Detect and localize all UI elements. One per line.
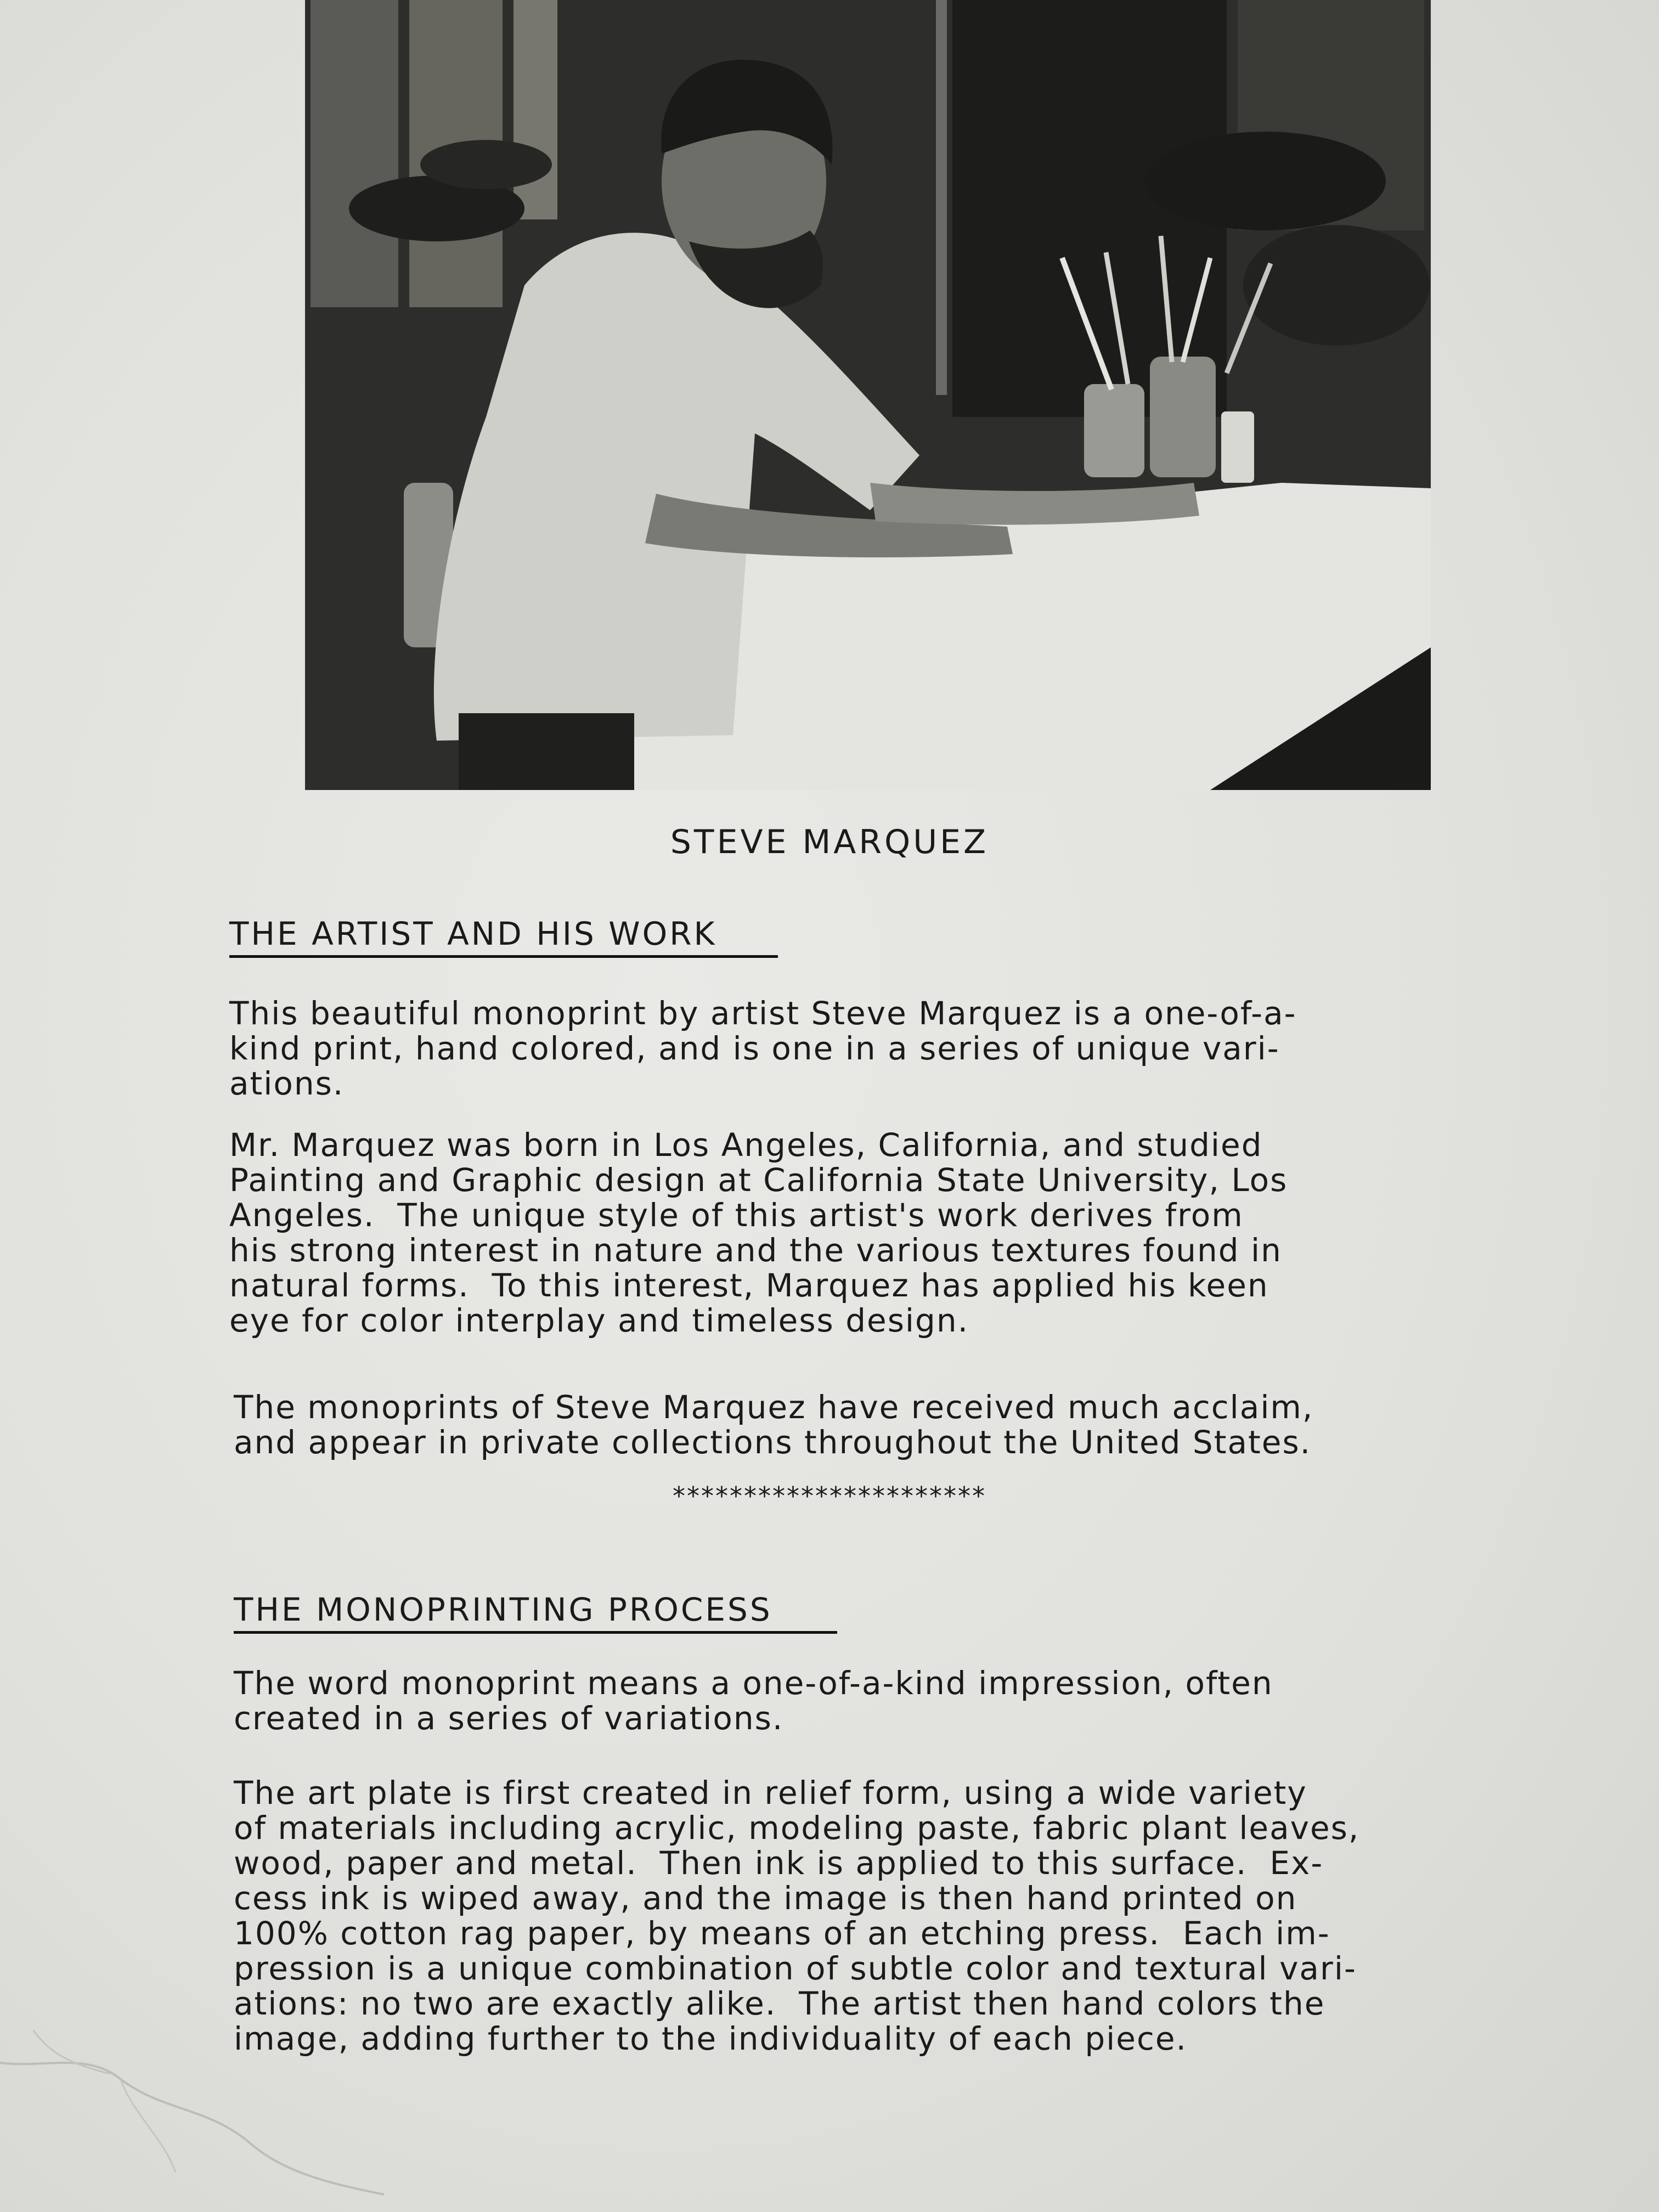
text-line: ations. — [229, 1065, 345, 1102]
text-line: Mr. Marquez was born in Los Angeles, California, and studied — [229, 1126, 1263, 1164]
text-line: Painting and Graphic design at California State University, Los — [229, 1161, 1288, 1199]
heading-underline — [234, 1631, 837, 1634]
artist-paragraph-1 — [229, 996, 1486, 1101]
artist-section-heading-text: THE ARTIST AND HIS WORK — [229, 915, 717, 952]
text-line: The word monoprint means a one-of-a-kind impression, often — [234, 1664, 1273, 1702]
text-line: created in a series of variations. — [234, 1700, 784, 1737]
text-line: natural forms. To this interest, Marquez has applied his keen — [229, 1267, 1269, 1304]
text-line: cess ink is wiped away, and the image is then hand printed on — [234, 1880, 1297, 1917]
artist-paragraph-2 — [229, 1127, 1486, 1338]
text-line: eye for color interplay and timeless design. — [229, 1302, 969, 1339]
process-section-heading-text: THE MONOPRINTING PROCESS — [234, 1591, 772, 1628]
paper-crack-texture — [0, 2030, 384, 2212]
text-line: This beautiful monoprint by artist Steve Marquez is a one-of-a- — [229, 995, 1297, 1032]
text-line: of materials including acrylic, modeling paste, fabric plant leaves, — [234, 1809, 1360, 1847]
text-line: wood, paper and metal. Then ink is applied to this surface. Ex- — [234, 1844, 1324, 1882]
text-line: and appear in private collections throughout the United States. — [234, 1424, 1312, 1461]
photo-caption: STEVE MARQUEZ — [670, 823, 989, 861]
heading-underline — [229, 955, 778, 958]
text-line: 100% cotton rag paper, by means of an etching press. Each im- — [234, 1915, 1330, 1952]
artist-paragraph-3 — [234, 1390, 1490, 1460]
process-paragraph-1 — [234, 1666, 1490, 1736]
text-line: kind print, hand colored, and is one in a series of unique vari- — [229, 1030, 1280, 1067]
text-line: Angeles. The unique style of this artist's work derives from — [229, 1197, 1244, 1234]
text-line: image, adding further to the individuality of each piece. — [234, 2020, 1187, 2057]
text-line: The monoprints of Steve Marquez have received much acclaim, — [234, 1389, 1314, 1426]
artist-photo — [305, 0, 1431, 790]
text-line: The art plate is first created in relief form, using a wide variety — [234, 1774, 1307, 1812]
process-paragraph-2 — [234, 1775, 1490, 2056]
text-line: ations: no two are exactly alike. The artist then hand colors the — [234, 1985, 1325, 2022]
process-section-heading — [234, 1591, 772, 1630]
artist-section-heading — [229, 915, 717, 955]
asterisk-divider: ********************** — [673, 1481, 986, 1511]
text-line: pression is a unique combination of subtle color and textural vari- — [234, 1950, 1357, 1987]
text-line: his strong interest in nature and the various textures found in — [229, 1232, 1282, 1269]
